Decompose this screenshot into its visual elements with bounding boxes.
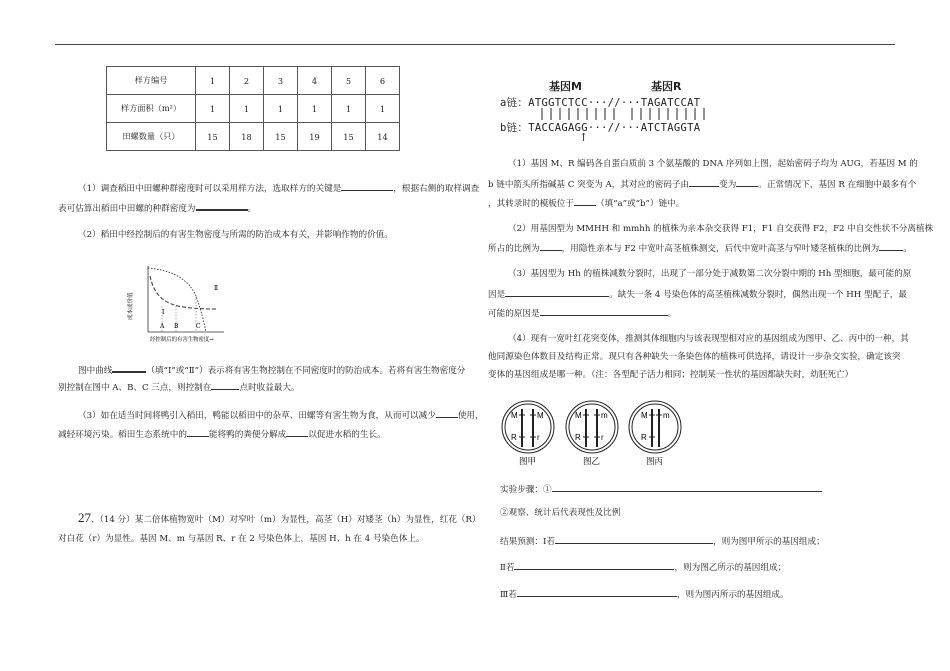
svg-text:m: m	[663, 411, 670, 420]
svg-text:m: m	[601, 411, 608, 420]
table-row: 样方面积（m²） 1 1 1 1 1 1	[107, 95, 400, 123]
answer-blank[interactable]	[505, 287, 609, 297]
table-row: 样方编号 1 2 3 4 5 6	[107, 67, 400, 95]
header-rule	[55, 44, 895, 45]
question-number: 27	[78, 510, 91, 525]
answer-blank[interactable]	[196, 200, 248, 211]
mutation-arrow: ↑	[579, 131, 589, 144]
experiment-step-1: 实验步骤：①	[500, 482, 822, 496]
answer-blank[interactable]	[540, 306, 668, 316]
result-3: Ⅲ若 ，则为图丙所示的基因组成。	[500, 587, 789, 601]
point-b-label: B	[174, 323, 179, 330]
answer-blank[interactable]	[879, 241, 903, 251]
gene-q4: （4）现有一宽叶红花突变体，推测其体细胞内与该表现型相对应的基因组成为图甲、乙、丙中的一种，其	[508, 334, 909, 344]
answer-blank[interactable]	[574, 196, 596, 206]
answer-blank[interactable]	[436, 408, 458, 418]
question-27-cont: 对白花（r）为显性。基因 M、m 与基因 R、r 在 2 号染色体上，基因 H、h 在 4 号染色体上。	[58, 534, 425, 544]
gene-q1-cont2: ，其转录时的模板位于 （填“a”或“b”）链中。	[488, 196, 684, 210]
svg-text:M: M	[641, 411, 648, 420]
point-c-label: C	[196, 323, 201, 330]
cell-yi	[566, 401, 618, 453]
answer-blank[interactable]	[517, 587, 677, 597]
answer-blank[interactable]	[555, 534, 713, 544]
cell-yi-label: 图乙	[583, 457, 601, 466]
svg-text:M: M	[511, 411, 518, 420]
answer-blank[interactable]	[341, 181, 393, 191]
curve-1-label: Ⅰ	[162, 309, 165, 316]
curve-2-label: Ⅱ	[214, 285, 219, 292]
cell-bing-label: 图丙	[646, 457, 664, 466]
svg-text:r: r	[601, 433, 604, 442]
answer-blank[interactable]	[736, 177, 758, 187]
svg-text:M: M	[575, 411, 582, 420]
svg-text:R: R	[641, 433, 647, 442]
result-2: Ⅱ若 ，则为图乙所示的基因组成；	[500, 560, 786, 574]
svg-text:R: R	[511, 433, 517, 442]
question-27: 27、（14 分）某二倍体植物宽叶（M）对窄叶（m）为显性，高茎（H）对矮茎（h）为显性，红花（R）	[78, 510, 481, 525]
answer-blank[interactable]	[689, 177, 719, 187]
svg-text:R: R	[575, 433, 581, 442]
cell-diagrams	[498, 398, 708, 466]
a-chain: a链：ATGGTCTCC···//···TAGATCCAT	[500, 97, 701, 109]
question-3: （3）如在适当时间将鸭引入稻田，鸭能以稻田中的杂草、田螺等有害生物为食，从而可以减少 使用，	[78, 408, 484, 422]
experiment-step-2: ②观察、统计后代表现性及比例	[500, 508, 621, 518]
gene-q2: （2）用基因型为 MMHH 和 mmhh 的植株为亲本杂交获得 F1，F1 自交获得 F2，F2 中自交性状不分离植株	[508, 224, 934, 234]
graph-y-label: 成本或价值	[128, 292, 134, 320]
question-2b-cont: 别控制在图中 A、B、C 三点，则控制在 点时收益最大。	[58, 380, 300, 394]
gene-q3-cont: 因是 。缺失一条 4 号染色体的高茎植株减数分裂时，偶然出现一个 HH 型配子，最	[488, 287, 907, 301]
question-2: （2）稻田中经控制后的有害生物密度与所需的防治成本有关，并影响作物的价值。	[78, 230, 393, 240]
gene-r-title: 基因R	[651, 80, 682, 93]
question-3-cont: 减轻环境污染。稻田生态系统中的 能将鸭的粪便分解成 以促进水稻的生长。	[58, 427, 386, 441]
answer-blank[interactable]	[187, 427, 209, 437]
result-1: 结果预测：Ⅰ若 ，则为图甲所示的基因组成；	[500, 534, 825, 548]
answer-blank[interactable]	[540, 241, 562, 251]
gene-q1: （1）基因 M、R 编码各自蛋白质前 3 个氨基酸的 DNA 序列如上图，起始密码子均为 AUG，若基因 M 的	[508, 159, 918, 169]
question-2b: 图中曲线 （填“Ⅰ”或“Ⅱ”）表示将有害生物控制在不同密度时的防治成本。若将有害生物密度分	[78, 362, 465, 377]
cost-value-graph	[126, 262, 228, 344]
question-1-cont: 表可估算出稻田中田螺的种群密度为 。	[58, 200, 256, 215]
gene-q4-cont2: 变体的基因组成是哪一种。（注：各型配子活力相同；控制某一性状的基因都缺失时，幼胚死亡）	[488, 370, 854, 380]
answer-blank[interactable]	[112, 362, 146, 373]
question-1: （1）调查稻田中田螺种群密度时可以采用样方法，选取样方的关键是 ，根据右侧的取样调查	[78, 181, 479, 195]
cell-bing	[629, 401, 681, 453]
point-a-label: A	[160, 323, 165, 330]
svg-text:r: r	[537, 433, 540, 442]
answer-blank[interactable]	[286, 427, 308, 437]
answer-blank[interactable]	[211, 380, 239, 390]
base-pair-bonds	[540, 107, 710, 121]
gene-q2-cont: 所占的比例为 ，用隐性亲本与 F2 中宽叶高茎植株测交，后代中宽叶高茎与窄叶矮茎植株的比例为 。	[488, 241, 912, 255]
gene-q3: （3）基因型为 Hh 的植株减数分裂时，出现了一部分处于减数第二次分裂中期的 Hh 型细胞，最可能的原	[508, 269, 912, 279]
answer-blank[interactable]	[552, 482, 822, 492]
gene-q4-cont: 他同源染色体数目及结构正常。现只有各种缺失一条染色体的植株可供选择，请设计一步杂交实验，确定该突	[488, 352, 901, 362]
gene-q3-cont2: 可能的原因是 。	[488, 306, 676, 320]
answer-blank[interactable]	[514, 560, 674, 570]
b-chain: b链：TACCAGAGG···//···ATCTAGGTA	[500, 122, 701, 134]
svg-text:M: M	[537, 411, 544, 420]
cell-jia	[502, 401, 554, 453]
gene-m-title: 基因M	[549, 80, 582, 93]
table-row: 田螺数量（只） 15 18 15 19 15 14	[107, 123, 400, 151]
sample-table	[106, 66, 400, 151]
gene-q1-cont: b 链中箭头所指碱基 C 突变为 A，其对应的密码子由 变为 。正常情况下，基因 R 在细胞中最多有个	[488, 177, 916, 191]
graph-x-label: 经控制后的有害生物密度→	[150, 337, 214, 343]
cell-jia-label: 图甲	[519, 457, 537, 466]
